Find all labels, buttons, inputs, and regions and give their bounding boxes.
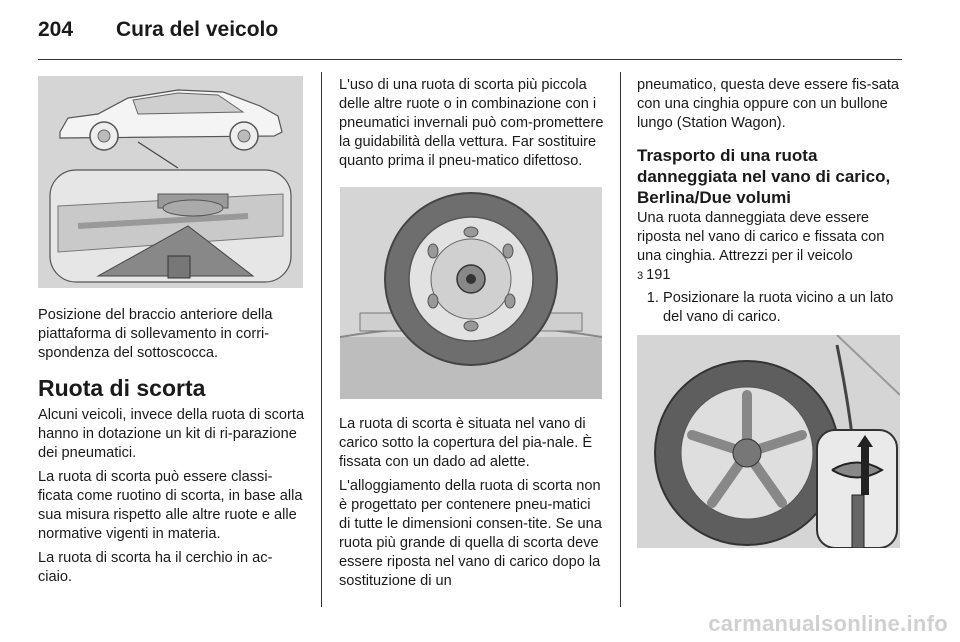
paragraph: Una ruota danneggiata deve essere riposta nel vano di carico e fissata con una cinghia. Attrezzi per il veicolo 3 191 xyxy=(637,209,903,286)
column-3 xyxy=(637,76,903,548)
paragraph: La ruota di scorta ha il cerchio in ac-ciaio. xyxy=(38,550,273,585)
page-number: 204 xyxy=(38,18,74,41)
column-1 xyxy=(38,76,306,592)
page-title: Cura del veicolo xyxy=(116,18,279,41)
section-heading-spare-wheel: Ruota di scorta xyxy=(38,375,206,401)
column-2 xyxy=(339,76,604,596)
figure-caption: Posizione del braccio anteriore della piattaforma di sollevamento in corri-spondenza del sottoscocca. xyxy=(38,307,273,361)
paragraph: L'uso di una ruota di scorta più piccola delle altre ruote o in combinazione con i pneumatici invernali può com-promettere la guidabilità della vettura. Far sostituire quanto prima il pneu-matico difettoso. xyxy=(339,77,604,169)
lift-point-illustration xyxy=(38,76,303,288)
paragraph: pneumatico, questa deve essere fis-sata con una cinghia oppure con un bullone lungo (Station Wagon). xyxy=(637,77,900,131)
steps-list xyxy=(637,289,903,327)
paragraph: Alcuni veicoli, invece della ruota di scorta hanno in dotazione un kit di ri-parazione dei pneumatici. xyxy=(38,407,305,461)
column-divider-1 xyxy=(321,72,322,607)
reference-arrow-icon: 3 xyxy=(637,270,644,282)
page-reference: 191 xyxy=(646,267,671,283)
wheel-strap-illustration xyxy=(637,335,900,548)
section-heading-damaged-wheel: Trasporto di una ruota danneggiata nel vano di carico, Berlina/Due volumi xyxy=(637,146,891,207)
paragraph: L'alloggiamento della ruota di scorta non è progettato per contenere pneu-matici di tutte le dimensioni consen-tite. Se una ruota più grande di quella di scorta deve essere riposta nel vano di carico dopo la sostituzione di un xyxy=(339,478,602,589)
step-item: 1. Posizionare la ruota vicino a un lato del vano di carico. xyxy=(663,289,903,327)
paragraph: La ruota di scorta è situata nel vano di carico sotto la copertura del pia-nale. È fissata con un dado ad alette. xyxy=(339,416,593,470)
column-divider-2 xyxy=(620,72,621,607)
spare-wheel-illustration xyxy=(340,187,602,399)
paragraph: La ruota di scorta può essere classi-ficata come ruotino di scorta, in base alla sua misura rispetto alle altre ruote e alle normative vigenti in materia. xyxy=(38,469,303,542)
watermark: carmanualsonline.info xyxy=(708,611,948,636)
header-rule xyxy=(38,59,902,60)
